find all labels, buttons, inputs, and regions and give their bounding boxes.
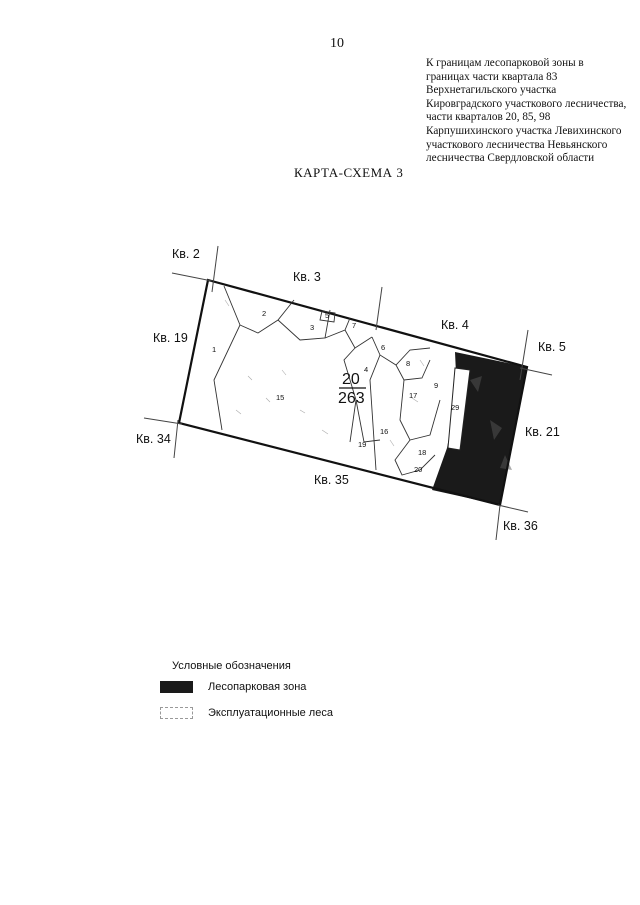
plot-19: 19 bbox=[358, 440, 367, 449]
plot-17: 17 bbox=[409, 391, 418, 400]
quarter-area: 263 bbox=[338, 390, 365, 407]
label-kv19: Кв. 19 bbox=[153, 331, 188, 345]
plot-16: 16 bbox=[380, 427, 389, 436]
forest-park-zone bbox=[432, 352, 527, 505]
legend-title: Условные обозначения bbox=[172, 660, 291, 672]
label-kv34: Кв. 34 bbox=[136, 432, 171, 446]
label-kv2: Кв. 2 bbox=[172, 247, 200, 261]
plot-5: 5 bbox=[325, 311, 330, 320]
legend-label: Лесопарковая зона bbox=[208, 681, 307, 693]
plot-20: 20 bbox=[414, 465, 423, 474]
legend-label: Эксплуатационные леса bbox=[208, 707, 333, 719]
plot-1: 1 bbox=[212, 345, 217, 354]
legend-swatch-dark bbox=[160, 681, 193, 693]
legend-swatch-light bbox=[160, 707, 193, 719]
label-kv36: Кв. 36 bbox=[503, 519, 538, 533]
map-title: КАРТА-СХЕМА 3 bbox=[294, 165, 404, 180]
label-kv21: Кв. 21 bbox=[525, 425, 560, 439]
label-kv35: Кв. 35 bbox=[314, 473, 349, 487]
page-number: 10 bbox=[330, 36, 344, 51]
plot-15: 15 bbox=[276, 393, 285, 402]
label-kv4: Кв. 4 bbox=[441, 318, 469, 332]
plot-3: 3 bbox=[310, 323, 315, 332]
plot-18: 18 bbox=[418, 448, 427, 457]
label-kv3: Кв. 3 bbox=[293, 270, 321, 284]
plot-9: 9 bbox=[434, 381, 439, 390]
plot-8: 8 bbox=[406, 359, 411, 368]
plot-7: 7 bbox=[352, 321, 357, 330]
plot-2: 2 bbox=[262, 309, 267, 318]
plot-6: 6 bbox=[381, 343, 386, 352]
quarter-number: 20 bbox=[342, 371, 360, 388]
hatching bbox=[225, 300, 424, 446]
plot-4: 4 bbox=[364, 365, 369, 374]
plot-29: 29 bbox=[451, 403, 460, 412]
header-note: К границам лесопарковой зоны в границах части квартала 83 Верхнетагильского участка Кировградского участкового лесничества, части кварталов 20, 85, 98 Карпушихинского участка Левихинского участкового лесничества Невьянского лесничества Свердловской области bbox=[426, 57, 627, 165]
label-kv5: Кв. 5 bbox=[538, 340, 566, 354]
